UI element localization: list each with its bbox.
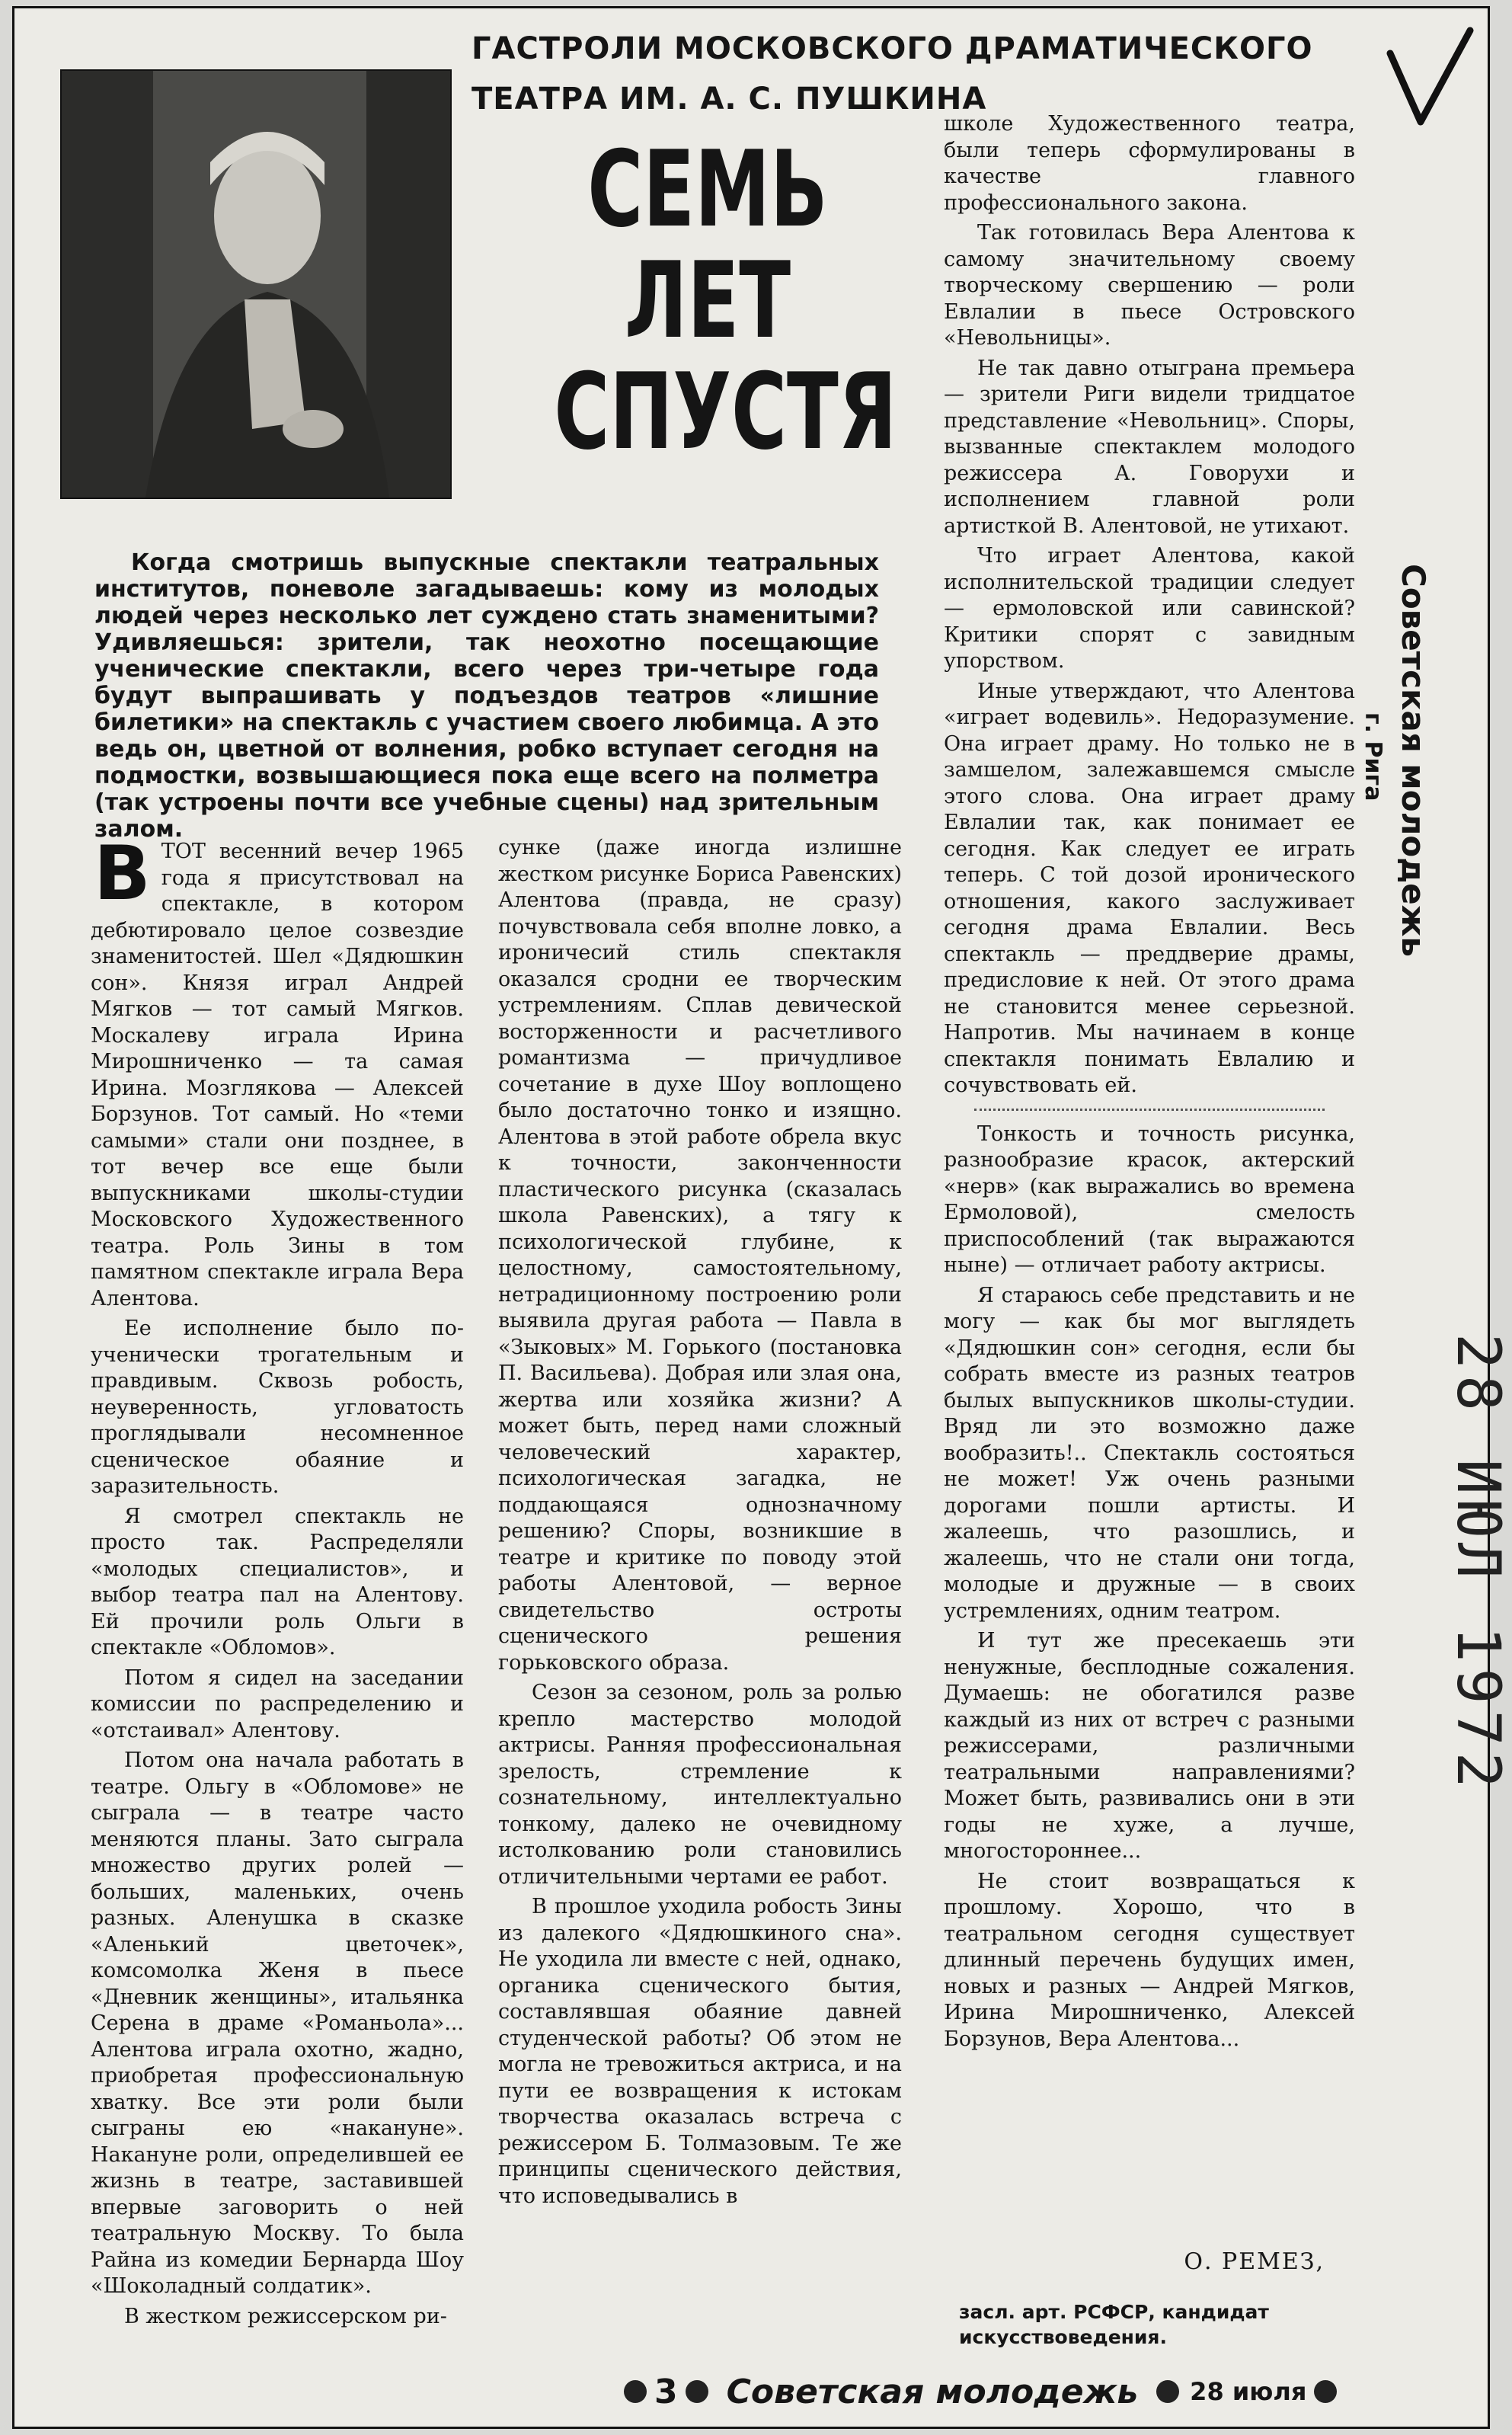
bullet-icon: [1156, 2380, 1179, 2403]
paragraph: Иные утверждают, что Алентова «играет водевиль». Недоразумение. Она играет драму. Но только не в замшелом, залежавшемся смысле этого слова. Она играет драму Евлалии так, как понимает ее сегодня. Как следует ее играть теперь. С той дозой иронического отношения, какого заслуживает сегодня драма Евлалии. Весь спектакль — преддверие драмы, предисловие к ней. От этого драма не становится менее серьезной. Напротив. Мы начинаем в конце спектакля понимать Евлалию и сочувствовать ей.: [944, 679, 1355, 1097]
lead-text: Когда смотришь выпускные спектакли театральных институтов, поневоле загадываешь: кому из молодых людей через несколько лет суждено стать знаменитыми? Удивляешься: зрители, так неохотно посещающие ученические спектакли, всего через три-четыре года будут выпрашивать у подъездов театров «лишние билетики» на спектакль с участием своего любимца. А это ведь он, цветной от волнения, робко вступает сегодня на подмостки, возвышающиеся пока еще всего на полметра (так устроены почти все учебные сцены) над зрительным залом.: [94, 549, 879, 843]
page-number: 3: [654, 2372, 678, 2411]
stamp-date: 28 ИЮЛ 1972: [1443, 1333, 1512, 1794]
actress-photo: [60, 69, 452, 499]
page-footer: [616, 2370, 1347, 2413]
article-title: [554, 128, 897, 473]
paragraph: [91, 830, 464, 1312]
title-line-3: СПУСТЯ: [554, 350, 897, 473]
paragraph: И тут же пресекаешь эти ненужные, бесплодные сожаления. Думаешь: не обогатился разве каждый из них от встреч с разными режиссерами, различными театральными направлениями? Может быть, развивались они в эти годы не хуже, а лучше, многостороннее...: [944, 1629, 1355, 1863]
column-3: [944, 111, 1355, 2056]
lead-paragraph: [94, 549, 879, 843]
title-line-2: ЛЕТ: [624, 239, 791, 362]
paragraph: В жестком режиссерском ри-: [124, 2304, 447, 2328]
header-line-1: ГАСТРОЛИ МОСКОВСКОГО ДРАМАТИЧЕСКОГО: [472, 31, 1313, 66]
newspaper-clipping: [12, 6, 1490, 2429]
paragraph: Тонкость и точность рисунка, разнообразие красок, актерский «нерв» (как выражались во времена Ермоловой), смелость приспособлений (так выражаются ныне) — отличает работу актрисы.: [944, 1122, 1355, 1277]
drop-cap: В: [94, 830, 151, 917]
paragraph: школе Художественного театра, были теперь сформулированы в качестве главного профессионального закона.: [944, 112, 1355, 215]
issue-date: 28 июля: [1190, 2377, 1307, 2406]
stamp-newspaper-name: Советская молодежь: [1395, 564, 1432, 957]
stamp-city: г. Рига: [1360, 712, 1386, 802]
header-line-2: ТЕАТРА ИМ. А. С. ПУШКИНА: [472, 82, 987, 117]
paragraph: Я стараюсь себе представить и не могу — как бы мог выглядеть «Дядюшкин сон» сегодня, если бы собрать вместе из разных театров былых выпускников школы-студии. Вряд ли это возможно даже вообразить!.. Спектакль состояться не может! Уж очень разными дорогами пошли артисты. И жалеешь, что разошлись, и жалеешь, что не стали они тогда, молодые и дружные — в своих устремлениях, одним театром.: [944, 1283, 1355, 1623]
actress-photo-image: [62, 71, 450, 498]
paragraph: Потом я сидел на заседании комиссии по распределению и «отстаивал» Алентову.: [91, 1665, 464, 1742]
column-1: [91, 830, 464, 2334]
author-title: засл. арт. РСФСР, кандидат искусствоведения.: [959, 2301, 1269, 2348]
paragraph: Сезон за сезоном, роль за ролью крепло мастерство молодой актрисы. Ранняя профессиональная зрелость, стремление к сознательному, интеллектуально тонкому, далеко не очевидному истолкованию роли становились отличительными чертами ее работ.: [498, 1681, 902, 1889]
paragraph-text: ТОТ весенний вечер 1965 года я присутствовал на спектакле, в котором дебютировало целое созвездие знаменитостей. Шел «Дядюшкин сон». Князя играл Андрей Мягков — тот самый Мягков. Москалеву играла Ирина Мирошниченко — та самая Ирина. Мозглякова — Алексей Борзунов. Тот самый. Но «теми самыми» стали они позднее, в тот вечер все еще были выпускниками школы-студии Московского Художественного театра. Роль Зины в том памятном спектакле играла Вера Алентова.: [91, 840, 464, 1310]
author-name: О. РЕМЕЗ,: [1184, 2248, 1325, 2275]
paragraph: В прошлое уходила робость Зины из далекого «Дядюшкиного сна». Не уходила ли вместе с ней, однако, органика сценического бытия, составлявшая обаяние давней студенческой работы? Об этом не могла не тревожиться актриса, и на пути ее возвращения к истокам творчества оказалась встреча с режиссером Б. Толмазовым. Те же принципы сценического действия, что исповедывались в: [498, 1895, 902, 2208]
section-divider: [974, 1109, 1325, 1111]
paragraph: Не так давно отыграна премьера — зрители Риги видели тридцатое представление «Невольниц». Споры, вызванные спектаклем молодого режиссера А. Говорухи и исполнением главной роли артисткой В. Алентовой, не утихают.: [944, 356, 1355, 538]
paragraph: Что играет Алентова, какой исполнительской традиции следует — ермоловской или савинской? Критики спорят с завидным упорством.: [944, 544, 1355, 673]
paragraph: Я смотрел спектакль не просто так. Распределяли «молодых специалистов», и выбор театра пал на Алентову. Ей прочили роль Ольги в спектакле «Обломов».: [91, 1504, 464, 1659]
checkmark-icon: [1379, 23, 1478, 137]
paragraph: Потом она начала работать в театре. Ольгу в «Обломове» не сыграла — в театре часто меняются планы. Зато сыграла множество других ролей — больших, маленьких, очень разных. Аленушка в сказке «Аленький цветочек», комсомолка Женя в пьесе «Дневник женщины», итальянка Серена в драме «Романьола»... Алентова играла охотно, жадно, приобретая профессиональную хватку. Все эти роли были сыграны ею «накануне». Накануне роли, определившей ее жизнь в театре, заставившей впервые заговорить о ней театральную Москву. То была Райна из комедии Бернарда Шоу «Шоколадный солдатик».: [91, 1749, 464, 2298]
bullet-icon: [624, 2380, 647, 2403]
paragraph: Не стоит возвращаться к прошлому. Хорошо, что в театральном сегодня существует длинный перечень будущих имен, новых и разных — Андрей Мягков, Ирина Мирошниченко, Алексей Борзунов, Вера Алентова...: [944, 1869, 1355, 2051]
column-2: [498, 835, 902, 2213]
bullet-icon: [1314, 2380, 1337, 2403]
paragraph: Так готовилась Вера Алентова к самому значительному своему творческому свершению — роли Евлалии в пьесе Островского «Невольницы».: [944, 221, 1355, 350]
bullet-icon: [686, 2380, 708, 2403]
title-line-1: СЕМЬ: [587, 128, 828, 251]
date-stamp: [1352, 1333, 1512, 1794]
paragraph: Ее исполнение было по-ученически трогательным и правдивым. Сквозь робость, неуверенность, угловатость проглядывали несомненное сценическое обаяние и заразительность.: [91, 1317, 464, 1498]
newspaper-name: Советская молодежь: [726, 2372, 1139, 2411]
paragraph: сунке (даже иногда излишне жестком рисунке Бориса Равенских) Алентова (правда, не сразу) почувствовала себя вполне ловко, а ироничесий стиль спектакля оказался сродни ее творческим устремлениям. Сплав девической восторженности и расчетливого романтизма — причудливое сочетание в духе Шоу воплощено было достаточно тонко и изящно. Алентова в этой работе обрела вкус к точности, законченности пластического рисунка (сказалась школа Равенских), а тягу к психологической глубине, к целостному, самостоятельному, нетрадиционному построению роли выявила другая работа — Павла в «Зыковых» М. Горького (постановка П. Васильева). Добрая или злая она, жертва или хозяйка жизни? А может быть, перед нами сложный человеческий характер, психологическая загадка, не поддающаяся однозначному решению? Споры, возникшие в театре и критике по поводу этой работы Алентовой, — верное свидетельство остроты сценического решения горьковского образа.: [498, 836, 902, 1675]
author-signature: [959, 2248, 1370, 2350]
